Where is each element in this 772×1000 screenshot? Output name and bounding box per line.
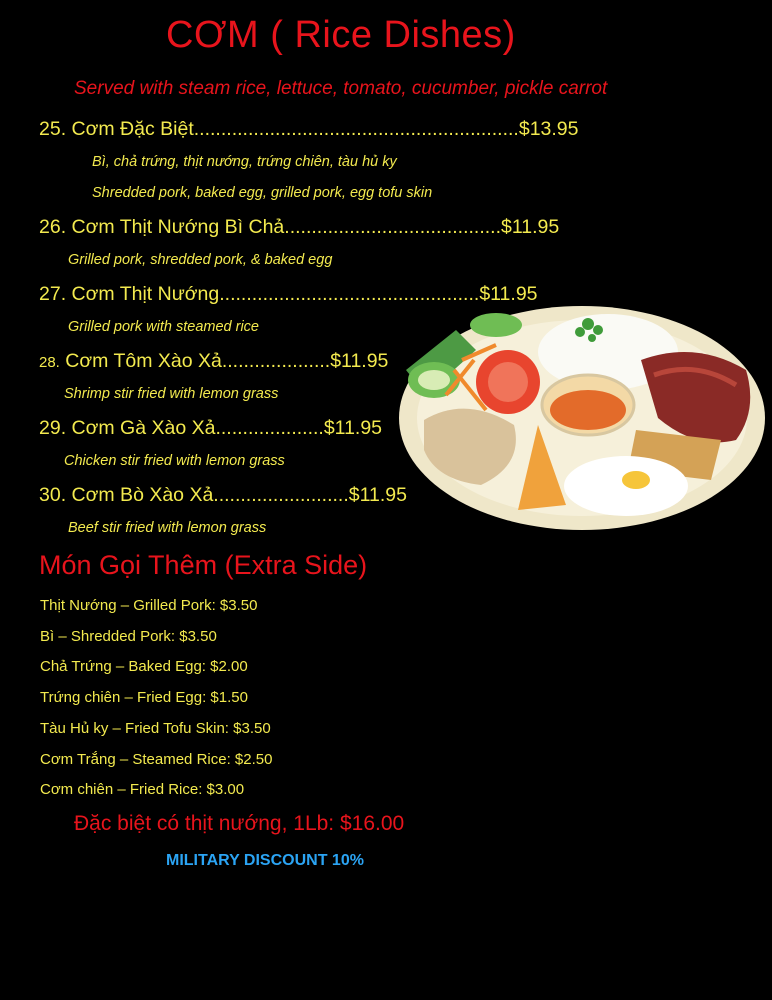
special-offer: Đặc biệt có thịt nướng, 1Lb: $16.00 xyxy=(74,812,405,835)
item-desc-en: Shredded pork, baked egg, grilled pork, egg tofu skin xyxy=(92,185,433,201)
item-name: Cơm Gà Xào Xả xyxy=(71,417,216,439)
item-price: $13.95 xyxy=(518,118,579,140)
item-name: Cơm Tôm Xào Xả xyxy=(65,350,222,372)
item-price: $11.95 xyxy=(501,216,560,238)
item-name: Cơm Đặc Biệt xyxy=(71,118,194,140)
item-number: 25. xyxy=(39,118,67,140)
menu-item-26 xyxy=(39,216,559,239)
rice-plate-photo xyxy=(396,300,768,532)
item-dots: ............................................................ xyxy=(193,118,519,140)
item-number: 29. xyxy=(39,417,67,439)
item-price: $11.95 xyxy=(348,484,407,506)
extra-item: Trứng chiên – Fried Egg: $1.50 xyxy=(40,689,248,706)
extra-item: Chả Trứng – Baked Egg: $2.00 xyxy=(40,658,248,675)
item-dots: .................... xyxy=(215,417,324,439)
military-discount: MILITARY DISCOUNT 10% xyxy=(166,852,364,869)
item-desc: Grilled pork, shredded pork, & baked egg xyxy=(68,252,333,268)
menu-item-28 xyxy=(39,350,388,373)
item-number: 28. xyxy=(39,354,60,371)
item-price: $11.95 xyxy=(479,283,538,305)
item-desc: Grilled pork with steamed rice xyxy=(68,319,259,335)
item-price: $11.95 xyxy=(323,417,383,439)
menu-item-30 xyxy=(39,484,407,507)
item-dots: ......................... xyxy=(213,484,349,506)
item-dots: .................... xyxy=(221,350,331,372)
item-desc-vi: Bì, chả trứng, thịt nướng, trứng chiên, tàu hủ ky xyxy=(92,154,397,170)
menu-subtitle: Served with steam rice, lettuce, tomato, cucumber, pickle carrot xyxy=(74,78,608,99)
item-dots: ................................................ xyxy=(219,283,480,305)
item-name: Cơm Bò Xào Xả xyxy=(71,484,214,506)
extra-item: Cơm chiên – Fried Rice: $3.00 xyxy=(40,781,245,798)
page-title: CƠM ( Rice Dishes) xyxy=(166,14,516,56)
item-dots: ........................................ xyxy=(284,216,501,238)
item-price: $11.95 xyxy=(330,350,389,372)
extra-side-heading: Món Gọi Thêm (Extra Side) xyxy=(39,550,368,580)
item-number: 30. xyxy=(39,484,67,506)
item-desc: Chicken stir fried with lemon grass xyxy=(64,453,285,469)
item-name: Cơm Thịt Nướng xyxy=(71,283,220,305)
item-desc: Beef stir fried with lemon grass xyxy=(68,520,267,536)
menu-item-25 xyxy=(39,118,579,141)
extra-item: Tàu Hủ ky – Fried Tofu Skin: $3.50 xyxy=(40,720,271,737)
item-desc: Shrimp stir fried with lemon grass xyxy=(64,386,279,402)
menu-item-29 xyxy=(39,417,382,440)
extra-item: Thịt Nướng – Grilled Pork: $3.50 xyxy=(40,597,258,614)
extra-item: Bì – Shredded Pork: $3.50 xyxy=(40,628,217,645)
item-number: 26. xyxy=(39,216,67,238)
item-number: 27. xyxy=(39,283,67,305)
item-name: Cơm Thịt Nướng Bì Chả xyxy=(71,216,285,238)
extra-item: Cơm Trắng – Steamed Rice: $2.50 xyxy=(40,751,273,768)
